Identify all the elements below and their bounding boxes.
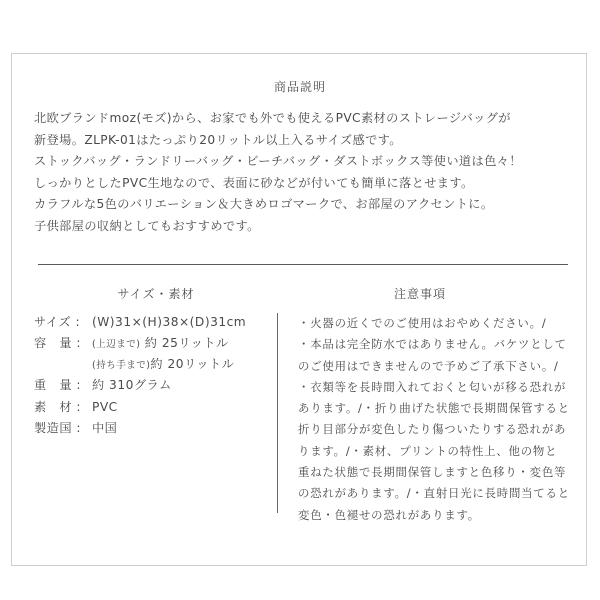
spec-row-capacity [34, 334, 229, 351]
spec-row-capacity-2 [34, 355, 234, 372]
spec-row-material [34, 398, 118, 415]
note-line: ・火器の近くでのご使用はおやめください。/ [298, 316, 547, 330]
note-line: 重ねた状態で長期間保管しますと色移り・変色等 [298, 465, 567, 480]
intro-line: カラフルな5色のバリエーション＆大きめロゴマークで、お部屋のアクセントに。 [34, 197, 494, 211]
spec-label: サイズ : [34, 315, 81, 329]
note-line: ・本品は完全防水ではありません。バケツとして [298, 337, 567, 352]
spec-row-origin [34, 419, 117, 436]
spec-row-weight [34, 376, 172, 393]
section-title: 商品説明 [273, 80, 326, 94]
note-line: ・衣類等を長時間入れておくと匂いが移る恐れが [298, 379, 567, 394]
intro-line: しっかりとしたPVC生地なので、表面に砂などが付いても簡単に落とせます。 [34, 175, 474, 190]
spec-label: 重 量 : [34, 378, 82, 392]
horizontal-divider [38, 264, 568, 265]
note-line: の恐れがあります。/・直射日光に長時間当てると [298, 486, 570, 501]
spec-label: 製造国 : [34, 421, 82, 435]
intro-line: 子供部屋の収納としてもおすすめです。 [34, 218, 260, 233]
vertical-divider [277, 313, 278, 513]
note-line: のご使用はできませんので予めご了承下さい。/ [298, 358, 559, 373]
note-line: あります。/・折り曲げた状態で長期間保管すると [298, 401, 570, 416]
spec-value: 約 25リットル [144, 336, 229, 350]
spec-row-size [34, 313, 246, 330]
intro-line: 北欧ブランドmoz(モズ)から、お家でも外でも使えるPVC素材のストレージバッグが [34, 111, 511, 125]
spec-value: PVC [92, 400, 118, 414]
specs-heading: サイズ・素材 [117, 287, 195, 301]
spec-value: 中国 [92, 421, 118, 435]
spec-note: (上辺まで) [92, 339, 141, 350]
notes-list [298, 313, 578, 526]
intro-line: ストックバッグ・ランドリーバッグ・ビーチバッグ・ダストボックス等使い道は色々！ [34, 154, 522, 168]
intro-line: 新登場。ZLPK-01はたっぷり20リットル以上入るサイズ感です。 [34, 132, 402, 147]
spec-note: (持ち手まで) [92, 360, 151, 371]
spec-value: (W)31×(H)38×(D)31cm [92, 315, 247, 329]
note-line: 折り目部分が変色したり傷ついたりする恐れがあ [298, 422, 567, 437]
intro-paragraph [34, 108, 574, 237]
spec-label: 素 材 : [34, 400, 82, 414]
note-line: ります。/・素材、プリントの特性上、他の物と [298, 443, 558, 458]
spec-value: 約 310グラム [92, 378, 172, 392]
note-line: 変色・色褪せの恐れがあります。 [298, 507, 480, 522]
notes-heading: 注意事項 [393, 287, 446, 301]
spec-label: 容 量 : [34, 336, 82, 350]
spec-value: 約 20リットル [150, 357, 235, 371]
